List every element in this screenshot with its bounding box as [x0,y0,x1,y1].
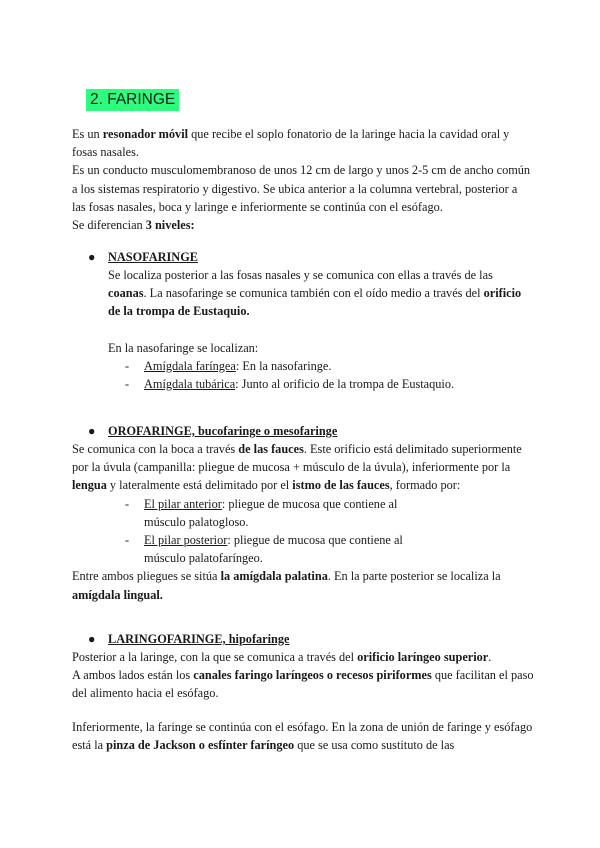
laringofaringe-heading: ● LARINGOFARINGE, hipofaringe [88,630,290,648]
list-item: - Amígdala tubárica: Junto al orificio de la trompa de Eustaquio. [125,377,455,392]
orofaringe-after-text: Entre ambos pliegues se sitúa la amígdala palatina. En la parte posterior se localiza la amígdala lingual. [72,569,501,602]
bullet-icon: ● [88,424,96,438]
laringofaringe-text-2: A ambos lados están los canales faringo laríngeos o recesos piriformes que facilitan el paso del alimento hacia el esófago. [72,668,534,701]
bullet-icon: ● [88,632,96,646]
closing-text: Inferiormente, la faringe se continúa con el esófago. En la zona de unión de faringe y esófago está la pinza de Jackson o esfínter faríngeo que se usa como sustituto de las [72,720,533,753]
nasofaringe-text: Se localiza posterior a las fosas nasales y se comunica con ellas a través de las coanas. La nasofaringe se comunica también con el oído medio a través del orificio de la trompa de Eustaquio. [108,268,522,319]
closing-paragraph [72,718,534,754]
nasofaringe-body [108,266,528,393]
orofaringe-body [72,440,534,604]
nasofaringe-list [108,357,528,393]
intro-paragraph-2: Es un conducto musculomembranoso de unos 12 cm de largo y unos 2-5 cm de ancho común a los sistemas respiratorio y digestivo. Se ubica anterior a la columna vertebral, posterior a las fosas nasales, boca y laringe e inferiormente se continúa con el esófago. [72,163,531,214]
nasofaringe-list-intro: En la nasofaringe se localizan: [108,340,259,355]
list-item: - El pilar posterior: pliegue de mucosa que contiene al músculo palatofaríngeo. [125,533,403,566]
section-heading: 2. FARINGE [86,89,179,111]
orofaringe-text: Se comunica con la boca a través de las fauces. Este orificio está delimitado superiormente por la úvula (campanilla: pliegue de mucosa + músculo de la úvula), inferiormente por la lengua y lateralmente está delimitado por el istmo de las fauces, formado por: [72,442,522,493]
list-item: - Amígdala faríngea: En la nasofaringe. [125,358,332,373]
orofaringe-list [72,495,404,568]
intro-paragraph-1: Es un resonador móvil que recibe el soplo fonatorio de la laringe hacia la cavidad oral y fosas nasales. [72,127,510,160]
intro-block [72,125,534,234]
nasofaringe-heading: ● NASOFARINGE [88,248,198,266]
orofaringe-heading: ● OROFARINGE, bucofaringe o mesofaringe [88,422,337,440]
list-item: - El pilar anterior: pliegue de mucosa que contiene al músculo palatogloso. [125,496,398,529]
intro-paragraph-3: Se diferencian 3 niveles: [72,218,195,233]
laringofaringe-body [72,648,534,703]
bullet-icon: ● [88,250,96,264]
laringofaringe-text: Posterior a la laringe, con la que se comunica a través del orificio laríngeo superior. [72,650,492,664]
